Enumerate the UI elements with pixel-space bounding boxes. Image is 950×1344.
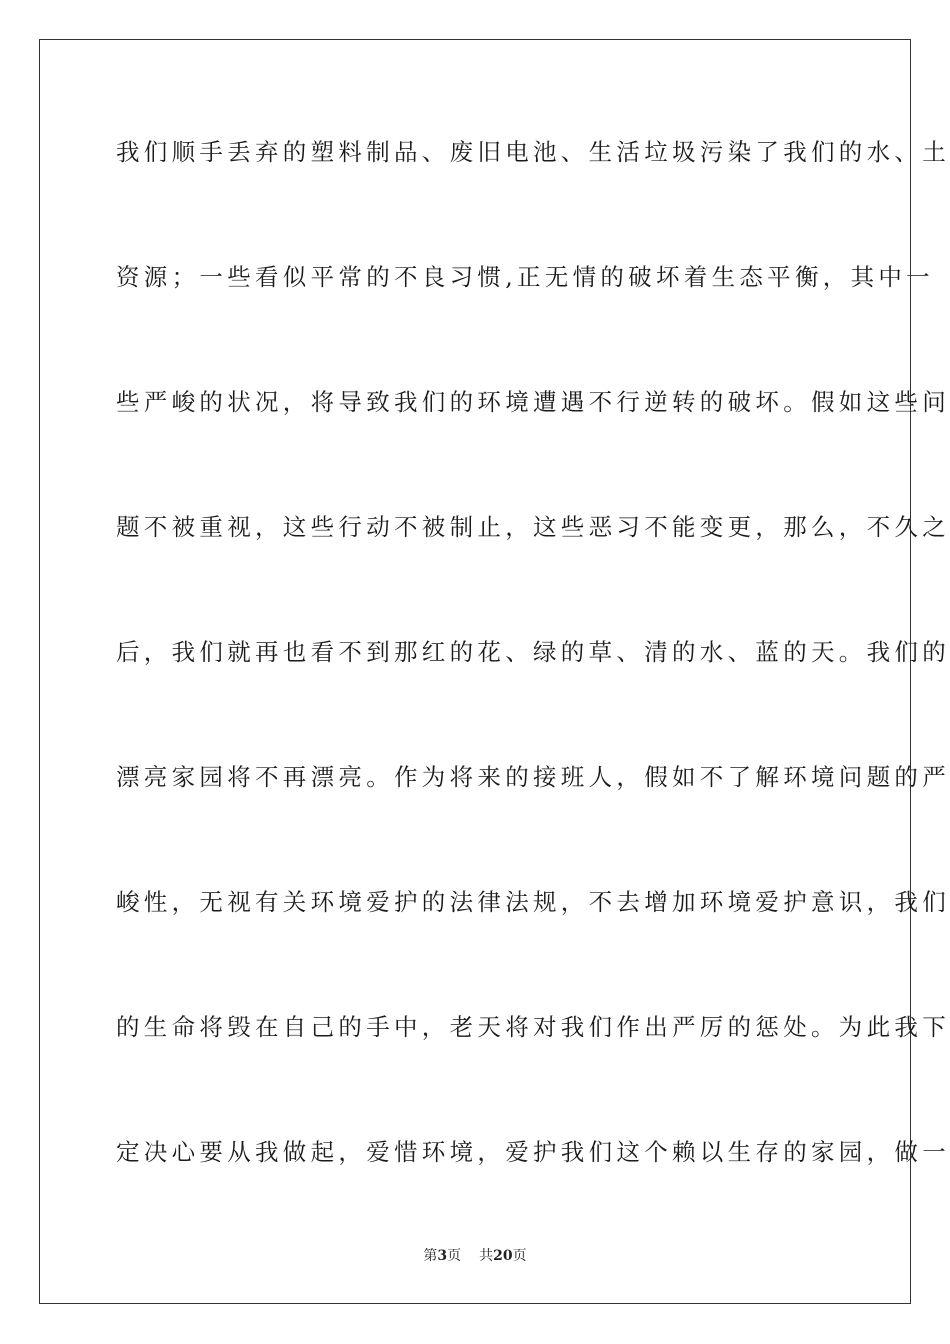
- page-footer: [0, 1246, 950, 1266]
- total-prefix: 共: [479, 1248, 494, 1264]
- text-line-4: 题不被重视，这些行动不被制止，这些恶习不能变更，那么，不久之: [116, 513, 950, 541]
- page-number: 3: [437, 1248, 448, 1264]
- text-line-8: 的生命将毁在自己的手中，老天将对我们作出严厉的惩处。为此我下: [116, 1013, 950, 1041]
- total-suffix: 页: [512, 1248, 527, 1264]
- text-line-5: 后，我们就再也看不到那红的花、绿的草、清的水、蓝的天。我们的: [116, 638, 950, 666]
- document-body: [116, 124, 950, 1249]
- text-line-3: 些严峻的状况，将导致我们的环境遭遇不行逆转的破坏。假如这些问: [116, 388, 950, 416]
- text-line-9: 定决心要从我做起，爱惜环境，爱护我们这个赖以生存的家园，做一: [116, 1138, 950, 1166]
- page-prefix: 第: [423, 1248, 438, 1264]
- text-line-7: 峻性，无视有关环境爱护的法律法规，不去增加环境爱护意识，我们: [116, 888, 950, 916]
- text-line-2: 资源；一些看似平常的不良习惯,正无情的破坏着生态平衡，其中一: [116, 263, 934, 291]
- text-line-1: 我们顺手丢弃的塑料制品、废旧电池、生活垃圾污染了我们的水、土: [116, 138, 950, 166]
- text-line-6: 漂亮家园将不再漂亮。作为将来的接班人，假如不了解环境问题的严: [116, 763, 950, 791]
- total-pages: 20: [493, 1248, 513, 1264]
- page-suffix: 页: [447, 1248, 462, 1264]
